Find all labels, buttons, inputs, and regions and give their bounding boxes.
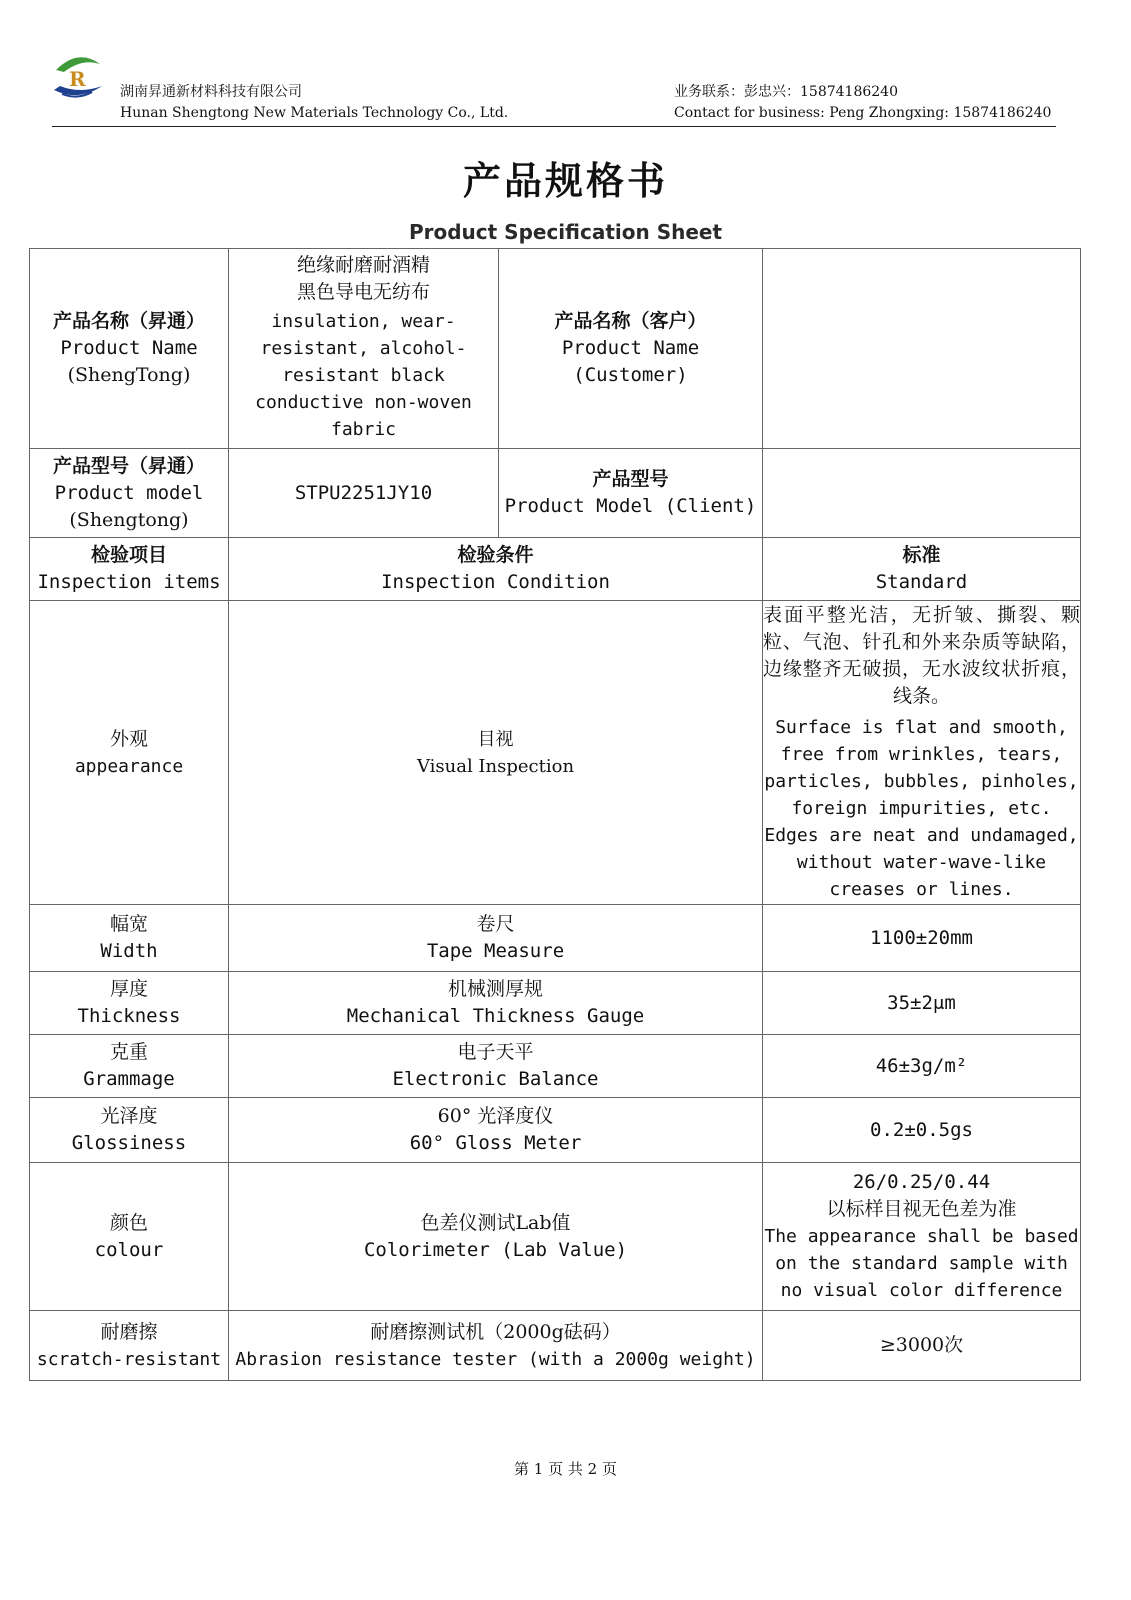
product-model-label: 产品型号（昇通） Product model (Shengtong) <box>30 449 229 538</box>
standard-cell: ≥3000次 <box>763 1311 1081 1381</box>
condition-cell: 卷尺 Tape Measure <box>229 905 763 972</box>
table-row <box>30 601 1081 905</box>
condition-cell: 目视 Visual Inspection <box>229 601 763 905</box>
column-header-standard: 标准 Standard <box>763 538 1081 601</box>
table-row <box>30 1098 1081 1163</box>
standard-cell: 26/0.25/0.44 以标样目视无色差为准 The appearance shall be based on the standard sample with no visual color difference <box>763 1163 1081 1311</box>
customer-product-name-value <box>763 249 1081 449</box>
company-name-en: Hunan Shengtong New Materials Technology Co., Ltd. <box>120 105 509 121</box>
table-row <box>30 905 1081 972</box>
standard-cell: 0.2±0.5gs <box>763 1098 1081 1163</box>
table-row <box>30 1163 1081 1311</box>
product-name-value: 绝缘耐磨耐酒精 黑色导电无纺布 insulation, wear-resistant, alcohol-resistant black conductive non-woven fabric <box>229 249 499 449</box>
table-row <box>30 449 1081 538</box>
condition-cell: 60° 光泽度仪 60° Gloss Meter <box>229 1098 763 1163</box>
document-subtitle: Product Specification Sheet <box>408 220 723 244</box>
table-row <box>30 972 1081 1035</box>
item-cell: 外观 appearance <box>30 601 229 905</box>
business-contact <box>674 82 1051 124</box>
standard-cell: 35±2μm <box>763 972 1081 1035</box>
product-name-label: 产品名称（昇通） Product Name (ShengTong) <box>30 249 229 449</box>
product-model-value: STPU2251JY10 <box>229 449 499 538</box>
column-header-item: 检验项目 Inspection items <box>30 538 229 601</box>
standard-cell: 46±3g/m² <box>763 1035 1081 1098</box>
logo-letter: R <box>69 67 86 91</box>
table-row <box>30 249 1081 449</box>
item-cell: 颜色 colour <box>30 1163 229 1311</box>
item-cell: 厚度 Thickness <box>30 972 229 1035</box>
letterhead <box>52 48 1056 127</box>
item-cell: 克重 Grammage <box>30 1035 229 1098</box>
standard-cell: 表面平整光洁，无折皱、撕裂、颗粒、气泡、针孔和外来杂质等缺陷，边缘整齐无破损，无水波纹状折痕，线条。 Surface is flat and smooth, free from wrinkles, tears, particles, bubbles, pinholes, foreign impurities, etc. Edges are neat and undamaged, without water-wave-like creases or lines. <box>763 601 1081 905</box>
document-title: 产品规格书 <box>462 158 668 203</box>
condition-cell: 耐磨擦测试机（2000g砝码） Abrasion resistance tester (with a 2000g weight) <box>229 1311 763 1381</box>
contact-cn: 业务联系：彭忠兴：15874186240 <box>674 84 898 100</box>
customer-product-name-label: 产品名称（客户） Product Name (Customer) <box>499 249 763 449</box>
company-name-cn: 湖南昇通新材料科技有限公司 <box>120 84 302 100</box>
condition-cell: 机械测厚规 Mechanical Thickness Gauge <box>229 972 763 1035</box>
column-header-condition: 检验条件 Inspection Condition <box>229 538 763 601</box>
column-header-row <box>30 538 1081 601</box>
condition-cell: 电子天平 Electronic Balance <box>229 1035 763 1098</box>
spec-table <box>29 248 1081 1381</box>
table-row <box>30 1035 1081 1098</box>
company-logo-icon <box>52 50 104 104</box>
contact-en: Contact for business: Peng Zhongxing: 15874186240 <box>674 105 1052 121</box>
table-row <box>30 1311 1081 1381</box>
condition-cell: 色差仪测试Lab值 Colorimeter (Lab Value) <box>229 1163 763 1311</box>
item-cell: 光泽度 Glossiness <box>30 1098 229 1163</box>
item-cell: 耐磨擦 scratch-resistant <box>30 1311 229 1381</box>
client-product-model-label: 产品型号 Product Model (Client) <box>499 449 763 538</box>
client-product-model-value <box>763 449 1081 538</box>
item-cell: 幅宽 Width <box>30 905 229 972</box>
standard-cell: 1100±20mm <box>763 905 1081 972</box>
company-name <box>120 82 508 124</box>
page-number: 第 1 页 共 2 页 <box>514 1460 617 1478</box>
